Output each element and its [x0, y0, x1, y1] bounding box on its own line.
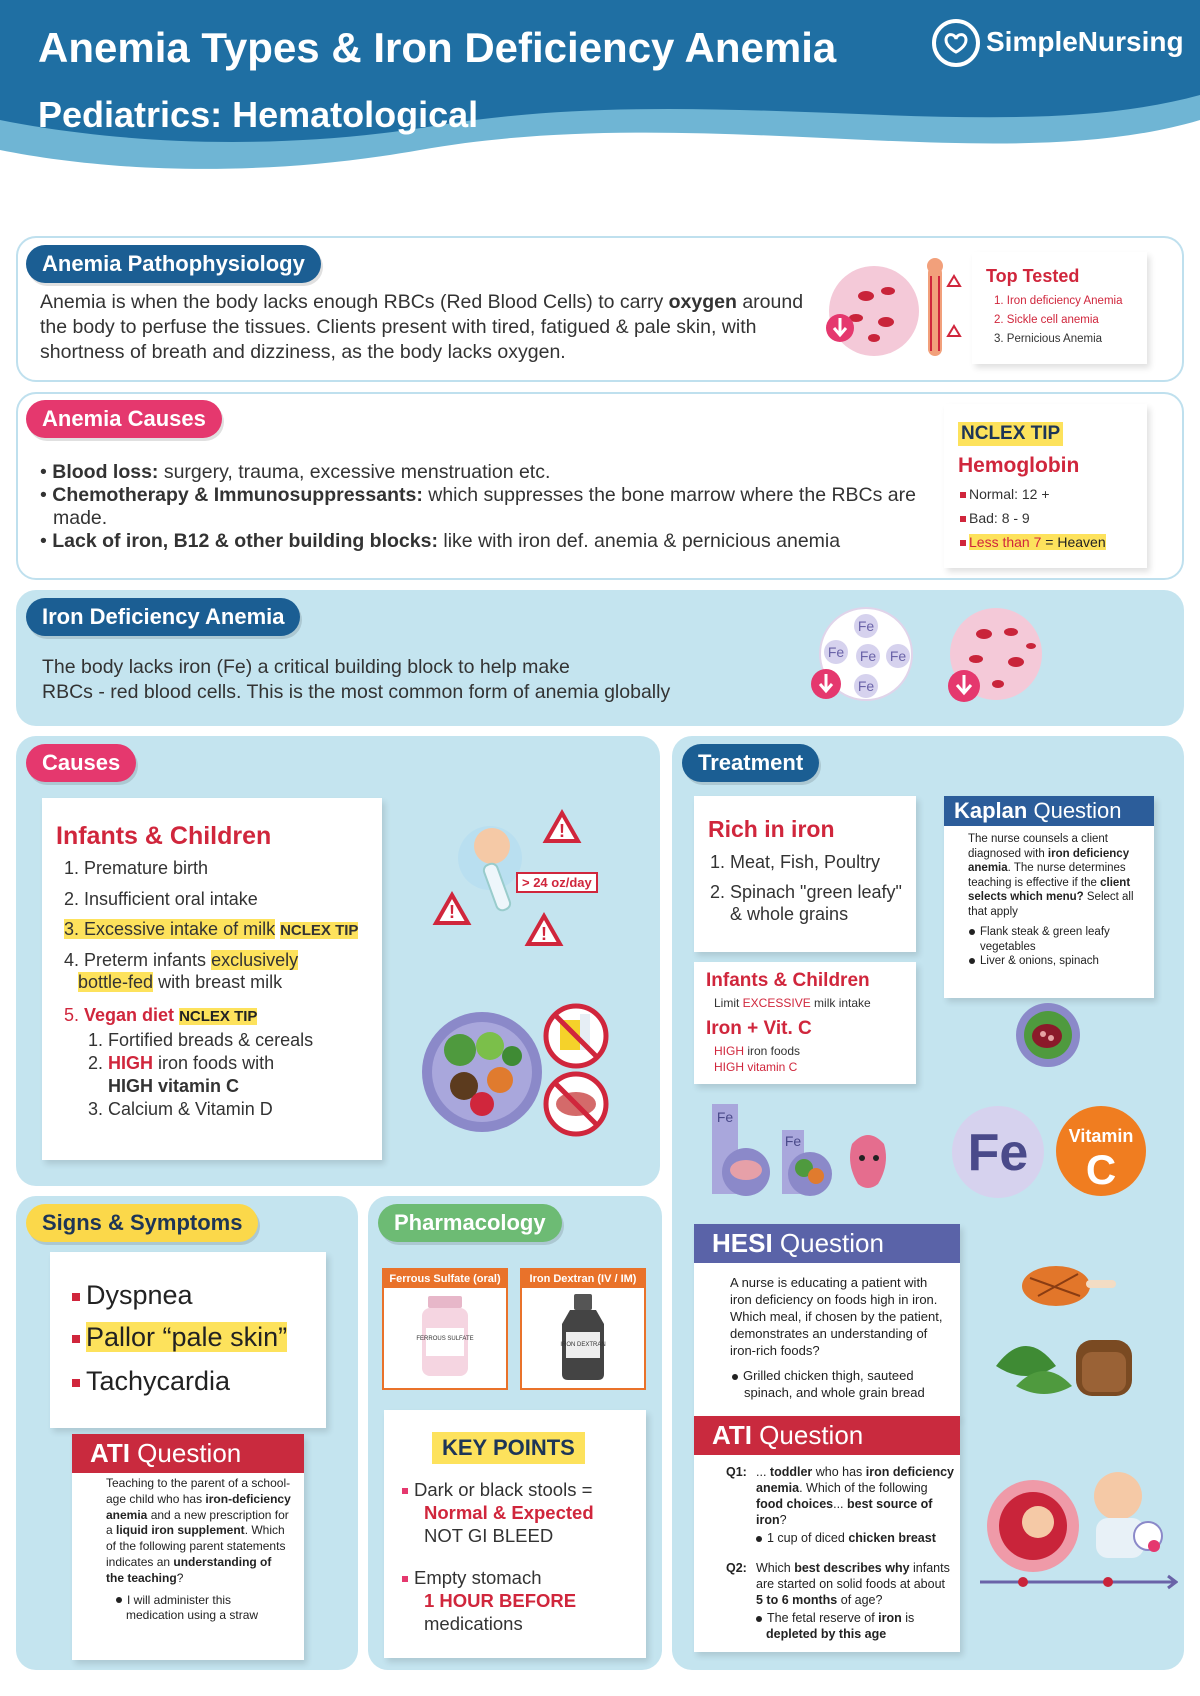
rich-iron-item-1: 1. Meat, Fish, Poultry	[710, 852, 881, 872]
svg-text:!: !	[559, 821, 565, 841]
liver-plate-illustration	[1013, 1000, 1083, 1070]
ati-right-q2-answer: The fetal reserve of iron is depleted by this age	[756, 1610, 954, 1642]
low-rbc-illustration	[936, 604, 1046, 704]
ati-right-q2-label: Q2:	[726, 1561, 747, 1575]
page-subtitle: Pediatrics: Hematological	[38, 94, 479, 135]
blood-cells-body-illustration	[826, 256, 966, 366]
rich-in-iron-card	[694, 796, 916, 952]
hemoglobin-title: Hemoglobin	[958, 454, 1080, 477]
ati-right-q1: ... toddler who has iron deficiency anemia. Which of the following food choices... best source of iron? 1 cup of diced chicken breast	[756, 1465, 955, 1545]
hesi-body: A nurse is educating a patient with iron deficiency on foods high in iron. Which meal, if chosen by the patient, demonstrates an understanding of iron-rich foods? Grilled chicken thigh, sauteed spinach, and whole grain bread	[730, 1274, 952, 1401]
kaplan-body: The nurse counsels a client diagnosed with iron deficiency anemia. The nurse determines teaching is effective if the client selects which menu? Select all that apply Flank steak & green leafy vegetables Liver & onions, spinach	[968, 832, 1144, 969]
patho-text-b: oxygen	[668, 291, 737, 313]
fetus-infant-timeline-illustration	[978, 1466, 1178, 1596]
hesi-header: HESI Question	[694, 1224, 960, 1263]
pill-bottle-icon	[384, 1288, 506, 1388]
iron-vitc-title: Iron + Vit. C	[706, 1018, 812, 1039]
anemia-cause-item: • Lack of iron, B12 & other building blocks: like with iron def. anemia & pernicious anemia	[40, 530, 841, 552]
chicken-spinach-bread-illustration	[986, 1256, 1136, 1416]
cause-item-4-cont: bottle-fed with breast milk	[78, 972, 283, 992]
hesi-answer: Grilled chicken thigh, sauteed spinach, and whole grain bread	[730, 1367, 952, 1401]
ati-left-header: ATI Question	[72, 1434, 304, 1473]
iron-cells-illustration	[806, 604, 916, 704]
vegan-food-illustration	[420, 1000, 610, 1140]
high-iron-foods: HIGH iron foods	[714, 1044, 801, 1058]
anemia-causes-list	[40, 461, 920, 553]
svg-text:!: !	[449, 902, 455, 922]
pharm-label: Pharmacology	[378, 1204, 562, 1242]
patho-text-c: around the body to perfuse the tissues. Clients present with tired, fatigued & pale skin, with shortness of breath and dizziness, as the body lacks oxygen.	[40, 291, 804, 363]
bottle-label: FERROUS SULFATE	[416, 1336, 474, 1342]
heart-stethoscope-icon	[930, 18, 982, 68]
key-point-1: Dark or black stools = Normal & Expected NOT GI BLEED	[402, 1478, 594, 1547]
iron-foods-illustration	[712, 1104, 912, 1204]
rich-iron-item-2-cont: & whole grains	[730, 904, 849, 924]
rich-iron-title: Rich in iron	[708, 816, 835, 842]
vitamin-c-icon	[1054, 1104, 1148, 1198]
nclex-tip-tag: NCLEX TIP	[958, 422, 1063, 446]
signs-card	[50, 1252, 326, 1428]
ati-right-q2: Which best describes why infants are started on solid foods at about 5 to 6 months of age? The fetal reserve of iron is depleted by this age	[756, 1560, 954, 1642]
nclex-hemoglobin-card	[944, 404, 1147, 568]
ati-left-card	[72, 1434, 304, 1660]
fe-bubble: Fe	[857, 618, 875, 634]
key-points-label: KEY POINTS	[432, 1432, 585, 1464]
drug-card-dextran	[520, 1268, 646, 1390]
fe-bubble: Fe	[857, 678, 875, 694]
patho-text-a: Anemia is when the body lacks enough RBCs (Red Blood Cells) to carry	[40, 291, 669, 313]
treatment-infants-title: Infants & Children	[706, 970, 870, 991]
fe-bubble: Fe	[827, 644, 845, 660]
vegan-sub-3: 3. Calcium & Vitamin D	[88, 1099, 273, 1119]
ida-line-2: RBCs - red blood cells. This is the most common form of anemia globally	[42, 681, 671, 703]
key-points-card	[384, 1410, 646, 1658]
sign-pallor: Pallor “pale skin”	[72, 1322, 287, 1353]
causes-card	[42, 798, 382, 1160]
cause-item-1: 1. Premature birth	[64, 858, 209, 878]
signs-label: Signs & Symptoms	[26, 1204, 258, 1242]
vegan-sub-2: 2. HIGH iron foods with	[88, 1053, 275, 1073]
treatment-infants-card	[694, 962, 916, 1084]
ati-right-card	[694, 1416, 960, 1652]
sign-tachycardia: Tachycardia	[72, 1366, 230, 1397]
drug-ferrous-label: Ferrous Sulfate (oral)	[384, 1270, 506, 1288]
kaplan-answer-1: Flank steak & green leafy vegetables	[968, 925, 1144, 954]
ati-right-q1-answer: 1 cup of diced chicken breast	[756, 1530, 954, 1546]
hgb-heaven: Less than 7 = Heaven	[960, 534, 1106, 550]
anemia-cause-item: • Blood loss: surgery, trauma, excessive menstruation etc.	[40, 461, 551, 483]
milk-amount-label: > 24 oz/day	[516, 872, 598, 893]
hesi-question-card	[694, 1224, 960, 1418]
causes-card-title: Infants & Children	[56, 822, 272, 850]
patho-text	[40, 290, 820, 365]
fe-label: Fe	[784, 1133, 802, 1149]
vegan-sub-2-cont: HIGH vitamin C	[108, 1076, 240, 1096]
anemia-causes-label: Anemia Causes	[26, 400, 222, 438]
rich-iron-item-2: 2. Spinach "green leafy"	[710, 882, 902, 902]
vitamin-letter: C	[1085, 1146, 1117, 1193]
ati-right-header: ATI Question	[694, 1416, 960, 1455]
cause-item-4: 4. Preterm infants exclusively	[64, 950, 299, 970]
vial-label: IRON DEXTRAN	[560, 1342, 606, 1348]
fe-big-label: Fe	[967, 1124, 1029, 1182]
fe-bubble: Fe	[859, 648, 877, 664]
cause-item-5: 5. Vegan diet NCLEX TIP	[64, 1005, 258, 1025]
ati-left-answer: I will administer this medication using a straw	[106, 1593, 292, 1625]
anemia-cause-item: • Chemotherapy & Immunosuppressants: which suppresses the bone marrow where the RBCs are made.	[40, 484, 916, 529]
fe-bubble: Fe	[889, 648, 907, 664]
top-tested-card	[972, 252, 1147, 364]
ida-line-1: The body lacks iron (Fe) a critical building block to help make	[42, 656, 570, 678]
fe-circle-icon	[950, 1104, 1046, 1200]
vegan-sub-1: 1. Fortified breads & cereals	[88, 1030, 314, 1050]
causes-label: Causes	[26, 744, 136, 782]
drug-dextran-label: Iron Dextran (IV / IM)	[522, 1270, 644, 1288]
drug-card-ferrous	[382, 1268, 508, 1390]
cause-item-2: 2. Insufficient oral intake	[64, 889, 258, 909]
logo	[930, 18, 1190, 68]
top-tested-title: Top Tested	[986, 266, 1080, 286]
sign-dyspnea: Dyspnea	[72, 1280, 193, 1311]
ati-left-body: Teaching to the parent of a school-age child who has iron-deficiency anemia and a new prescription for a liquid iron supplement. Which of the following parent statements indicates an understanding of the teaching? I will administer this medication using a straw	[106, 1476, 291, 1623]
key-point-2: Empty stomach 1 HOUR BEFORE medications	[402, 1566, 576, 1635]
high-vitc: HIGH vitamin C	[714, 1060, 798, 1074]
cause-item-3: 3. Excessive intake of milk NCLEX TIP	[64, 919, 359, 939]
logo-text: SimpleNursing	[986, 26, 1184, 57]
patho-label: Anemia Pathophysiology	[26, 245, 321, 283]
fe-label: Fe	[716, 1109, 734, 1125]
kaplan-question-card	[944, 796, 1154, 998]
limit-milk: Limit EXCESSIVE milk intake	[714, 996, 871, 1010]
ati-right-q1-label: Q1:	[726, 1465, 747, 1479]
vitamin-label: Vitamin	[1068, 1126, 1134, 1146]
top-tested-item-3: 3. Pernicious Anemia	[994, 333, 1103, 345]
ida-label: Iron Deficiency Anemia	[26, 598, 300, 636]
page-title: Anemia Types & Iron Deficiency Anemia	[38, 24, 837, 71]
svg-text:!: !	[541, 924, 547, 944]
top-tested-item-1: 1. Iron deficiency Anemia	[994, 295, 1123, 307]
hgb-bad: Bad: 8 - 9	[960, 510, 1030, 526]
kaplan-answer-2: Liver & onions, spinach	[968, 954, 1144, 969]
treatment-label: Treatment	[682, 744, 819, 782]
vial-icon	[522, 1288, 644, 1388]
hgb-normal: Normal: 12 +	[960, 486, 1050, 502]
top-tested-item-2: 2. Sickle cell anemia	[994, 314, 1099, 326]
kaplan-header: Kaplan Question	[944, 796, 1154, 826]
